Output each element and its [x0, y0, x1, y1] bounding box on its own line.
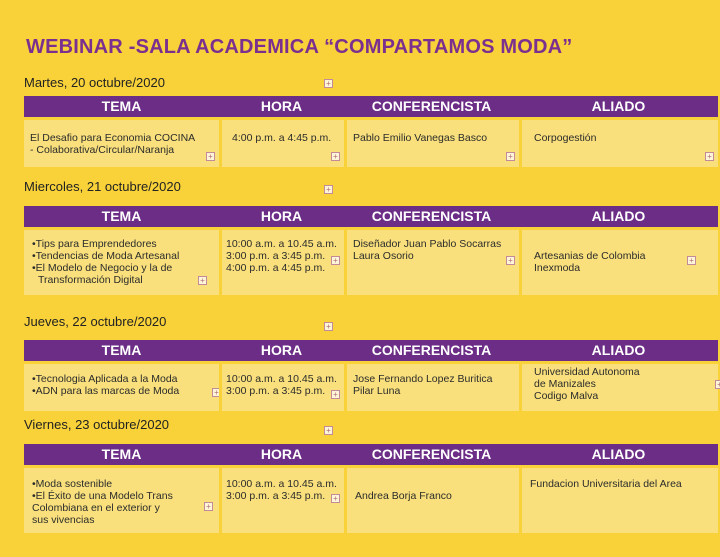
cell-aliado — [519, 230, 718, 295]
header-tema: TEMA — [101, 98, 142, 114]
expand-icon[interactable] — [331, 152, 340, 161]
header-conferencista: CONFERENCISTA — [371, 98, 492, 114]
conferencista-line: Diseñador Juan Pablo Socarras — [353, 238, 502, 250]
expand-icon[interactable] — [206, 152, 215, 161]
header-hora: HORA — [260, 446, 303, 462]
aliado-line: Fundacion Universitaria del Area — [530, 478, 682, 490]
cell-conferencista — [344, 120, 519, 167]
hora-line: 3:00 p.m. a 3:45 p.m. — [226, 250, 326, 262]
expand-icon[interactable] — [324, 322, 333, 331]
hora-line: 10:00 a.m. a 10.45 a.m. — [226, 478, 337, 490]
tema-line: Colombiana en el exterior y — [32, 502, 160, 514]
hora-line: 10:00 a.m. a 10.45 a.m. — [226, 238, 337, 250]
expand-icon[interactable] — [331, 256, 340, 265]
tema-line: •Tips para Emprendedores — [32, 238, 157, 250]
expand-icon[interactable] — [331, 494, 340, 503]
table-header — [24, 340, 718, 361]
tema-line: El Desafio para Economia COCINA — [30, 132, 196, 144]
cell-aliado — [519, 120, 718, 167]
day-heading — [24, 416, 718, 438]
cell-tema — [24, 364, 219, 411]
table-row — [24, 227, 718, 295]
day-heading — [24, 313, 718, 335]
header-aliado: ALIADO — [591, 98, 646, 114]
tema-line: •ADN para las marcas de Moda — [32, 385, 180, 397]
cell-conferencista — [344, 230, 519, 295]
cell-aliado — [519, 364, 718, 411]
table-header — [24, 444, 718, 465]
conferencista-line: Pablo Emilio Vanegas Basco — [353, 132, 488, 144]
hora-line: 4:00 p.m. a 4:45 p.m. — [226, 262, 326, 274]
header-tema: TEMA — [101, 446, 142, 462]
tema-line: •Tendencias de Moda Artesanal — [32, 250, 180, 262]
header-aliado: ALIADO — [591, 208, 646, 224]
header-hora: HORA — [260, 208, 303, 224]
cell-hora — [219, 230, 344, 295]
header-conferencista: CONFERENCISTA — [371, 342, 492, 358]
header-conferencista: CONFERENCISTA — [371, 446, 492, 462]
cell-tema — [24, 468, 219, 533]
cell-conferencista — [344, 364, 519, 411]
header-tema: TEMA — [101, 342, 142, 358]
tema-line: •Moda sostenible — [32, 478, 113, 490]
table-row — [24, 117, 718, 167]
expand-icon[interactable] — [204, 502, 213, 511]
table-row — [24, 465, 718, 533]
day-block-jueves — [24, 313, 718, 411]
table-row — [24, 361, 718, 411]
hora-line: 3:00 p.m. a 3:45 p.m. — [226, 490, 326, 502]
expand-icon[interactable] — [324, 426, 333, 435]
expand-icon[interactable] — [506, 256, 515, 265]
day-heading — [24, 74, 718, 96]
expand-icon[interactable] — [324, 79, 333, 88]
expand-icon[interactable] — [198, 276, 207, 285]
tema-line: •El Modelo de Negocio y la de — [32, 262, 173, 274]
tema-line: •El Éxito de una Modelo Trans — [32, 490, 173, 502]
hora-line: 3:00 p.m. a 3:45 p.m. — [226, 385, 326, 397]
day-date: Viernes, 23 octubre/2020 — [24, 417, 170, 432]
header-aliado: ALIADO — [591, 446, 646, 462]
tema-line: Transformación Digital — [38, 274, 143, 286]
cell-tema — [24, 230, 219, 295]
page-title: WEBINAR -SALA ACADEMICA “COMPARTAMOS MODA” — [26, 36, 573, 58]
header-tema: TEMA — [101, 208, 142, 224]
expand-icon[interactable] — [715, 380, 720, 389]
hora-line: 10:00 a.m. a 10.45 a.m. — [226, 373, 337, 385]
aliado-line: Inexmoda — [534, 262, 581, 274]
day-block-martes — [24, 74, 718, 167]
day-date: Jueves, 22 octubre/2020 — [24, 314, 167, 329]
tema-line: •Tecnologia Aplicada a la Moda — [32, 373, 178, 385]
expand-icon[interactable] — [705, 152, 714, 161]
header-hora: HORA — [260, 98, 303, 114]
day-block-viernes — [24, 416, 718, 533]
hora-line: 4:00 p.m. a 4:45 p.m. — [232, 132, 332, 144]
conferencista-line: Jose Fernando Lopez Buritica — [353, 373, 493, 385]
cell-conferencista — [344, 468, 519, 533]
expand-icon[interactable] — [331, 390, 340, 399]
expand-icon[interactable] — [687, 256, 696, 265]
aliado-line: Corpogestión — [534, 132, 597, 144]
cell-hora — [219, 120, 344, 167]
table-header — [24, 206, 718, 227]
cell-aliado — [519, 468, 718, 533]
aliado-line: Universidad Autonoma — [534, 366, 640, 378]
day-heading — [24, 178, 718, 200]
conferencista-line: Andrea Borja Franco — [355, 490, 452, 502]
tema-line: - Colaborativa/Circular/Naranja — [30, 144, 175, 156]
cell-tema — [24, 120, 219, 167]
tema-line: sus vivencias — [32, 514, 95, 526]
aliado-line: Codigo Malva — [534, 390, 599, 402]
aliado-line: Artesanias de Colombia — [534, 250, 646, 262]
expand-icon[interactable] — [324, 185, 333, 194]
day-date: Miercoles, 21 octubre/2020 — [24, 179, 181, 194]
header-hora: HORA — [260, 342, 303, 358]
cell-hora — [219, 364, 344, 411]
header-aliado: ALIADO — [591, 342, 646, 358]
expand-icon[interactable] — [506, 152, 515, 161]
cell-hora — [219, 468, 344, 533]
day-date: Martes, 20 octubre/2020 — [24, 75, 165, 90]
table-header — [24, 96, 718, 117]
day-block-miercoles — [24, 178, 718, 295]
conferencista-line: Laura Osorio — [353, 250, 414, 262]
aliado-line: de Manizales — [534, 378, 596, 390]
conferencista-line: Pilar Luna — [353, 385, 401, 397]
header-conferencista: CONFERENCISTA — [371, 208, 492, 224]
